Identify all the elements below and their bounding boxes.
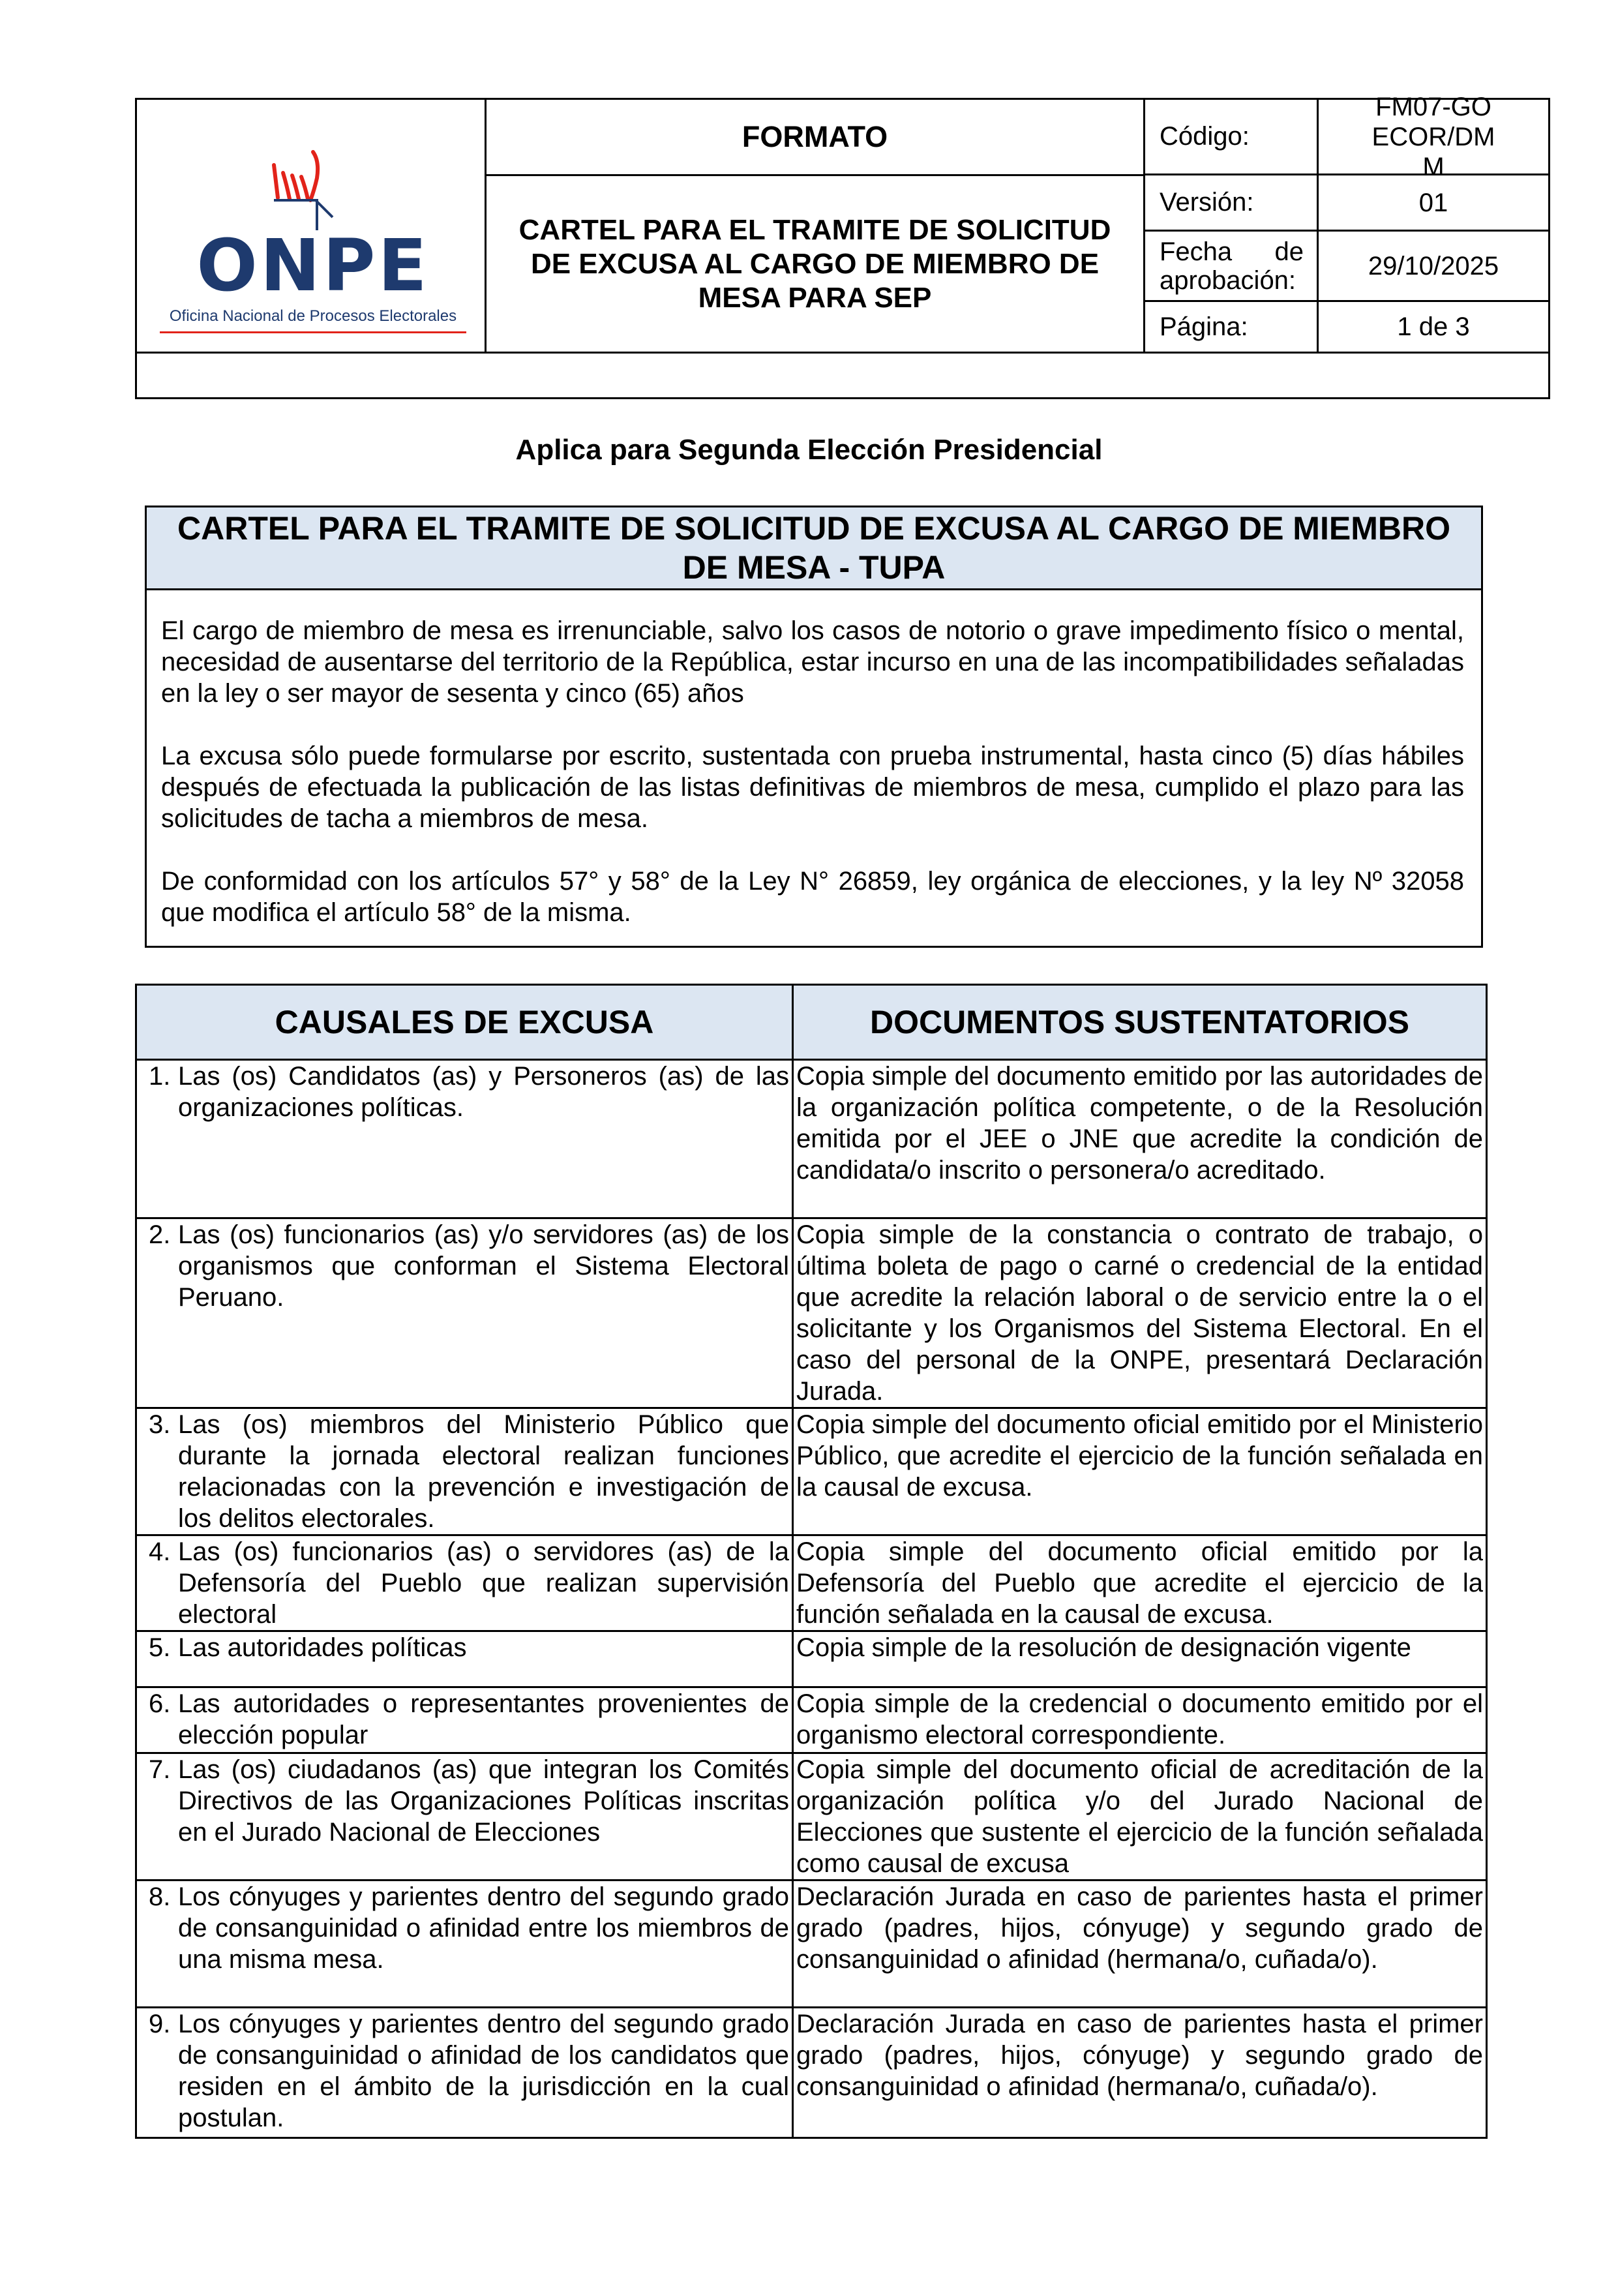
cause-number: 9.	[149, 2010, 171, 2038]
cause-cell	[136, 1631, 793, 1687]
cause-text: Las (os) funcionarios (as) o servidores (as) de la Defensoría del Pueblo que realizan supervisión electoral	[178, 1537, 789, 1629]
cause-text: Las autoridades o representantes provenientes de elección popular	[178, 1689, 789, 1749]
cause-number: 6.	[149, 1689, 171, 1718]
cause-number: 2.	[149, 1220, 171, 1249]
meta-row-fecha	[1145, 232, 1548, 302]
doc-cell: Copia simple de la resolución de designación vigente	[793, 1631, 1487, 1687]
meta-label: Versión:	[1145, 175, 1319, 230]
cause-cell	[136, 1881, 793, 2008]
table-row	[136, 1687, 1487, 1753]
column-header-documentos: DOCUMENTOS SUSTENTATORIOS	[793, 985, 1487, 1060]
logo-subtitle: Oficina Nacional de Procesos Electorales	[169, 307, 457, 325]
logo-cell	[137, 100, 487, 352]
meta-row-pagina	[1145, 302, 1548, 352]
table-row	[136, 1060, 1487, 1218]
table-row	[136, 1753, 1487, 1881]
doc-cell: Copia simple del documento oficial de acreditación de la organización política y/o del Jurado Nacional de Elecciones que sustente el ejercicio de la función señalada como causal de excusa	[793, 1753, 1487, 1881]
header-meta	[1145, 92, 1548, 352]
meta-row-version	[1145, 175, 1548, 232]
cause-cell	[136, 1753, 793, 1881]
doc-cell: Declaración Jurada en caso de parientes hasta el primer grado (padres, hijos, cónyuge) y segundo grado de consanguinidad o afinidad (hermana/o, cuñada/o).	[793, 2008, 1487, 2138]
meta-label: Página:	[1145, 302, 1319, 352]
cause-number: 5.	[149, 1633, 171, 1662]
tupa-paragraph: De conformidad con los artículos 57° y 58° de la Ley N° 26859, ley orgánica de elecciones, y la ley Nº 32058 que modifica el artículo 58° de la misma.	[161, 867, 1464, 927]
meta-label: Código:	[1145, 100, 1319, 174]
doc-cell: Copia simple del documento oficial emitido por el Ministerio Público, que acredite el ejercicio de la función señalada en la causal de excusa.	[793, 1408, 1487, 1535]
onpe-logo	[157, 139, 470, 335]
hand-ballot-icon	[157, 139, 470, 230]
header-cartel-title: CARTEL PARA EL TRAMITE DE SOLICITUD DE EXCUSA AL CARGO DE MIEMBRO DE MESA PARA SEP	[518, 213, 1111, 314]
tupa-paragraph: El cargo de miembro de mesa es irrenunciable, salvo los casos de notorio o grave impedimento físico o mental, necesidad de ausentarse del territorio de la República, estar incurso en una de las incompatibilidades señaladas en la ley o ser mayor de sesenta y cinco (65) años	[161, 616, 1464, 708]
doc-cell: Copia simple del documento emitido por las autoridades de la organización política competente, o de la Resolución emitida por el JEE o JNE que acredite la condición de candidata/o inscrito o personera/o acreditado.	[793, 1060, 1487, 1218]
meta-value-version: 01	[1418, 188, 1448, 217]
cause-text: Los cónyuges y parientes dentro del segundo grado de consanguinidad o afinidad de los candidatos que residen en el ámbito de la jurisdicción en la cual postulan.	[178, 2010, 789, 2132]
header-title-column	[487, 100, 1145, 352]
table-row	[136, 2008, 1487, 2138]
meta-value-pagina: 1 de 3	[1397, 312, 1470, 341]
cause-number: 1.	[149, 1062, 171, 1091]
column-header-causales: CAUSALES DE EXCUSA	[136, 985, 793, 1060]
cause-cell	[136, 1060, 793, 1218]
tupa-body	[147, 590, 1481, 928]
tupa-title: CARTEL PARA EL TRAMITE DE SOLICITUD DE EXCUSA AL CARGO DE MIEMBRO DE MESA - TUPA	[147, 507, 1481, 590]
tupa-info-box	[145, 506, 1483, 948]
cause-cell	[136, 1218, 793, 1408]
table-row	[136, 1881, 1487, 2008]
cause-cell	[136, 1535, 793, 1631]
cause-text: Las (os) ciudadanos (as) que integran los Comités Directivos de las Organizaciones Políticas inscritas en el Jurado Nacional de Elecciones	[178, 1755, 789, 1847]
header-empty-row	[137, 352, 1548, 399]
meta-label-fecha	[1145, 232, 1319, 300]
cause-cell	[136, 1687, 793, 1753]
formato-label: FORMATO	[487, 100, 1143, 176]
cause-text: Los cónyuges y parientes dentro del segundo grado de consanguinidad o afinidad entre los miembros de una misma mesa.	[178, 1882, 789, 1974]
meta-value-codigo	[1319, 92, 1548, 181]
codigo-value: FM07-GOECOR/DMM	[1371, 92, 1495, 181]
cause-text: Las (os) Candidatos (as) y Personeros (as) de las organizaciones políticas.	[178, 1062, 789, 1122]
table-row	[136, 1408, 1487, 1535]
cause-text: Las autoridades políticas	[178, 1633, 467, 1662]
doc-cell: Copia simple de la credencial o documento emitido por el organismo electoral correspondiente.	[793, 1687, 1487, 1753]
doc-cell: Copia simple del documento oficial emitido por la Defensoría del Pueblo que acredite el ejercicio de la función señalada en la causal de excusa.	[793, 1535, 1487, 1631]
table-header-row	[136, 985, 1487, 1060]
cause-number: 3.	[149, 1410, 171, 1439]
cause-text: Las (os) miembros del Ministerio Público que durante la jornada electoral realizan funciones relacionadas con la prevención e investigación de los delitos electorales.	[178, 1410, 789, 1533]
causales-table	[135, 984, 1488, 2139]
cause-number: 8.	[149, 1882, 171, 1911]
fecha-label-text: Fecha de aprobación:	[1160, 237, 1304, 295]
cause-cell	[136, 1408, 793, 1535]
document-header	[135, 92, 1550, 399]
cause-text: Las (os) funcionarios (as) y/o servidores (as) de los organismos que conforman el Sistema Electoral Peruano.	[178, 1220, 789, 1312]
table-row	[136, 1631, 1487, 1687]
table-row	[136, 1535, 1487, 1631]
cause-number: 7.	[149, 1755, 171, 1784]
logo-underline	[160, 331, 466, 333]
table-row	[136, 1218, 1487, 1408]
document-subtitle: Aplica para Segunda Elección Presidencial	[515, 434, 1103, 466]
doc-cell: Copia simple de la constancia o contrato de trabajo, o última boleta de pago o carné o credencial de la entidad que acredite la relación laboral o de servicio entre la o el solicitante y los Organismos del Sistema Electoral. En el caso del personal de la ONPE, presentará Declaración Jurada.	[793, 1218, 1487, 1408]
meta-row-codigo	[1145, 92, 1548, 181]
cause-cell	[136, 2008, 793, 2138]
meta-value-fecha: 29/10/2025	[1368, 251, 1499, 280]
doc-cell: Declaración Jurada en caso de parientes hasta el primer grado (padres, hijos, cónyuge) y segundo grado de consanguinidad o afinidad (hermana/o, cuñada/o).	[793, 1881, 1487, 2008]
logo-wordmark: ONPE	[196, 224, 430, 307]
cause-number: 4.	[149, 1537, 171, 1566]
tupa-paragraph: La excusa sólo puede formularse por escrito, sustentada con prueba instrumental, hasta cinco (5) días hábiles después de efectuada la publicación de las listas definitivas de miembros de mesa, cumplido el plazo para las solicitudes de tacha a miembros de mesa.	[161, 742, 1464, 833]
